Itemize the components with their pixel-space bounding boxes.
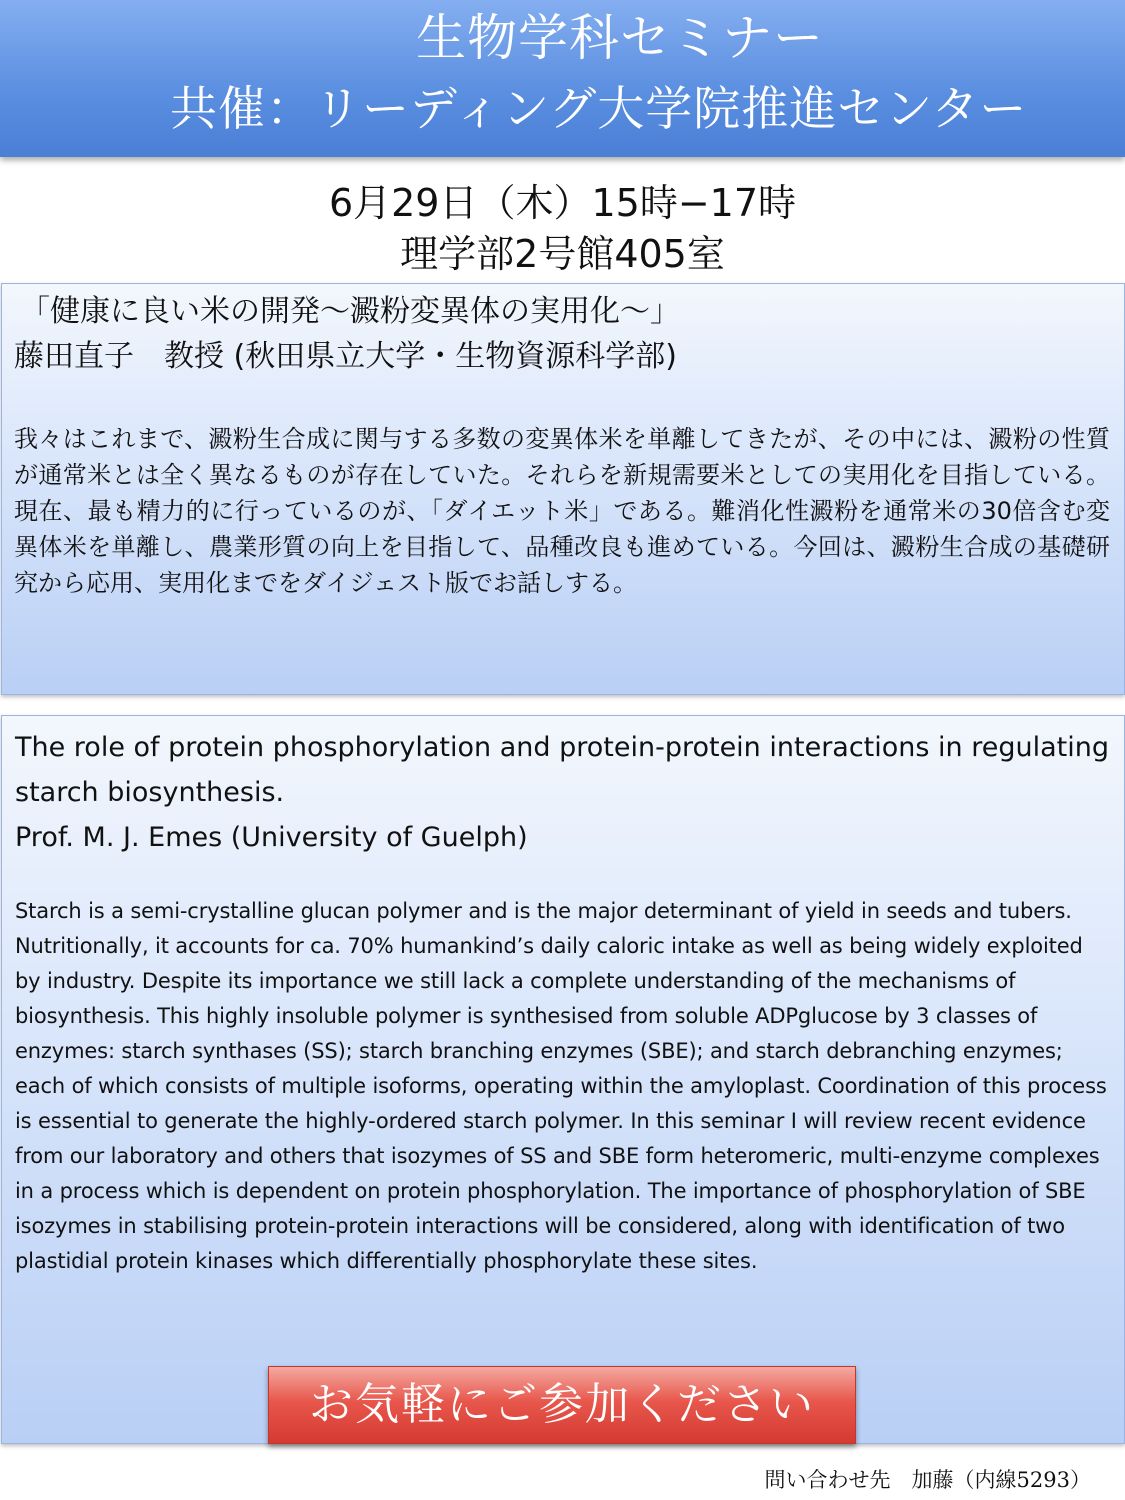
event-date-time: 6月29日（木）15時−17時 [328, 181, 797, 225]
contact-info: 問い合わせ先 加藤（内線5293） [764, 1468, 1091, 1492]
seminar-title: 生物学科セミナー [416, 9, 824, 67]
talk-en-title: The role of protein phosphorylation and protein-protein interactions in regulating starch biosynthesis. [15, 732, 1110, 808]
talk-jp-speaker: 藤田直子 教授 (秋田県立大学・生物資源科学部) [14, 339, 677, 374]
header-banner [0, 0, 1125, 157]
talk-en-speaker: Prof. M. J. Emes (University of Guelph) [15, 822, 528, 853]
event-venue: 理学部2号館405室 [400, 232, 725, 276]
join-us-button[interactable]: お気軽にご参加ください [268, 1366, 856, 1444]
talk-jp-abstract: 我々はこれまで、澱粉生合成に関与する多数の変異体米を単離してきたが、その中には、澱粉の性質が通常米とは全く異なるものが存在していた。それらを新規需要米としての実用化を目指している。現在、最も精力的に行っているのが、「ダイエット米」である。難消化性澱粉を通常米の30倍含む変異体米を単離し、農業形質の向上を目指して、品種改良も進めている。今回は、澱粉生合成の基礎研究から応用、実用化までをダイジェスト版でお話しする。 [14, 425, 1110, 597]
cohost-line: 共催：リーディング大学院推進センター [170, 82, 1028, 137]
talk-jp-title: 「健康に良い米の開発～澱粉変異体の実用化～」 [20, 294, 680, 329]
talk-en-abstract: Starch is a semi-crystalline glucan polymer and is the major determinant of yield in seeds and tubers. Nutritionally, it accounts for ca. 70% humankind’s daily caloric intake as well as being widely exploited by industry. Despite its importance we still lack a complete understanding of the mechanisms of biosynthesis. This highly insoluble polymer is synthesised from soluble ADPglucose by 3 classes of enzymes: starch synthases (SS); starch branching enzymes (SBE); and starch debranching enzymes; each of which consists of multiple isoforms, operating within the amyloplast. Coordination of this process is essential to generate the highly-ordered starch polymer. In this seminar I will review recent evidence from our laboratory and others that isozymes of SS and SBE form heteromeric, multi-enzyme complexes in a process which is dependent on protein phosphorylation. The importance of phosphorylation of SBE isozymes in stabilising protein-protein interactions will be considered, along with identification of two plastidial protein kinases which differentially phosphorylate these sites. [15, 899, 1107, 1273]
